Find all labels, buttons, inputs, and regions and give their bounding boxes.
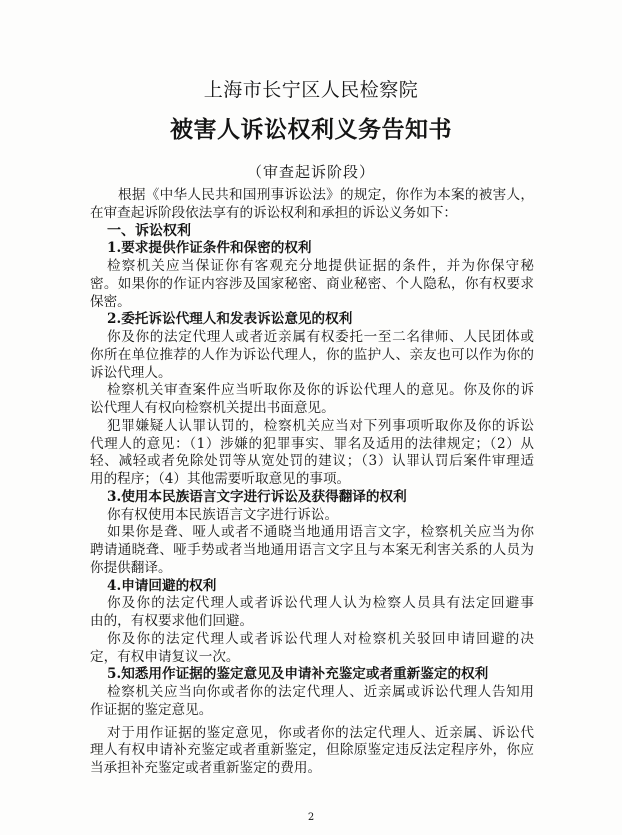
paragraph-line: 轻、减轻或者免除处罚等从宽处罚的建议；（3）认罪认罚后案件审理适 <box>90 453 534 470</box>
right-heading-3: 3.使用本民族语言文字进行诉讼及获得翻译的权利 <box>107 488 407 505</box>
intro-paragraph-line: 根据《中华人民共和国刑事诉讼法》的规定，你作为本案的被害人， <box>118 187 534 203</box>
paragraph-line: 犯罪嫌疑人认罪认罚的，检察机关应当对下列事项听取你及你的诉讼 <box>107 417 534 434</box>
paragraph-line: 讼代理人有权向检察机关提出书面意见。 <box>90 400 335 416</box>
paragraph-line: 当承担补充鉴定或者重新鉴定的费用。 <box>90 760 322 776</box>
paragraph-line: 你有权使用本民族语言文字进行诉讼。 <box>107 506 339 523</box>
paragraph-line: 检察机关应当保证你有客观充分地提供证据的条件，并为你保守秘 <box>107 258 534 274</box>
paragraph-line: 用的程序；（4）其他需要听取意见的事项。 <box>90 471 351 487</box>
paragraph-line: 由的，有权要求他们回避。 <box>90 613 254 629</box>
paragraph-line: 聘请通晓聋、哑手势或者当地通用语言文字且与本案无利害关系的人员为 <box>90 542 534 558</box>
paragraph-line: 检察机关审查案件应当听取你及你的诉讼代理人的意见。你及你的诉 <box>107 382 534 399</box>
document-body <box>90 187 534 778</box>
section-heading-litigation-rights: 一、诉讼权利 <box>107 222 191 239</box>
paragraph-line: 作证据的鉴定意见。 <box>90 701 213 718</box>
intro-paragraph-line: 在审查起诉阶段依法享有的诉讼权利和承担的诉讼义务如下： <box>90 204 458 221</box>
procedure-stage-subtitle: （审查起诉阶段） <box>246 163 375 181</box>
right-heading-1: 1.要求提供作证条件和保密的权利 <box>107 240 312 257</box>
document-title: 被害人诉讼权利义务告知书 <box>170 116 452 143</box>
page-number: 2 <box>307 812 315 823</box>
issuing-organization: 上海市长宁区人民检察院 <box>203 79 419 101</box>
paragraph-line: 保密。 <box>90 293 131 310</box>
paragraph-line: 你所在单位推荐的人作为诉讼代理人，你的监护人、亲友也可以作为你的 <box>90 346 534 363</box>
right-heading-2: 2.委托诉讼代理人和发表诉讼意见的权利 <box>107 311 353 328</box>
paragraph-line: 你及你的法定代理人或者诉讼代理人对检察机关驳回申请回避的决 <box>107 630 534 647</box>
paragraph-line: 诉讼代理人。 <box>90 364 172 381</box>
paragraph-line: 你及你的法定代理人或者诉讼代理人认为检察人员具有法定回避事 <box>107 595 534 612</box>
right-heading-5: 5.知悉用作证据的鉴定意见及申请补充鉴定或者重新鉴定的权利 <box>107 666 489 683</box>
paragraph-line: 你提供翻译。 <box>90 559 172 576</box>
paragraph-line: 你及你的法定代理人或者近亲属有权委托一至二名律师、人民团体或 <box>107 329 534 345</box>
paragraph-line: 如果你是聋、哑人或者不通晓当地通用语言文字，检察机关应当为你 <box>107 524 534 541</box>
paragraph-line: 密。如果你的作证内容涉及国家秘密、商业秘密、个人隐私，你有权要求 <box>90 275 534 292</box>
paragraph-line: 检察机关应当向你或者你的法定代理人、近亲属或诉讼代理人告知用 <box>107 684 534 700</box>
paragraph-line: 定，有权申请复议一次。 <box>90 648 240 665</box>
paragraph-line: 对于用作证据的鉴定意见，你或者你的法定代理人、近亲属、诉讼代 <box>107 724 534 741</box>
right-heading-4: 4.申请回避的权利 <box>107 577 217 594</box>
paragraph-line: 理人有权申请补充鉴定或者重新鉴定，但除原鉴定违反法定程序外，你应 <box>90 742 534 759</box>
paragraph-line: 代理人的意见：（1）涉嫌的犯罪事实、罪名及适用的法律规定；（2）从 <box>90 435 534 452</box>
